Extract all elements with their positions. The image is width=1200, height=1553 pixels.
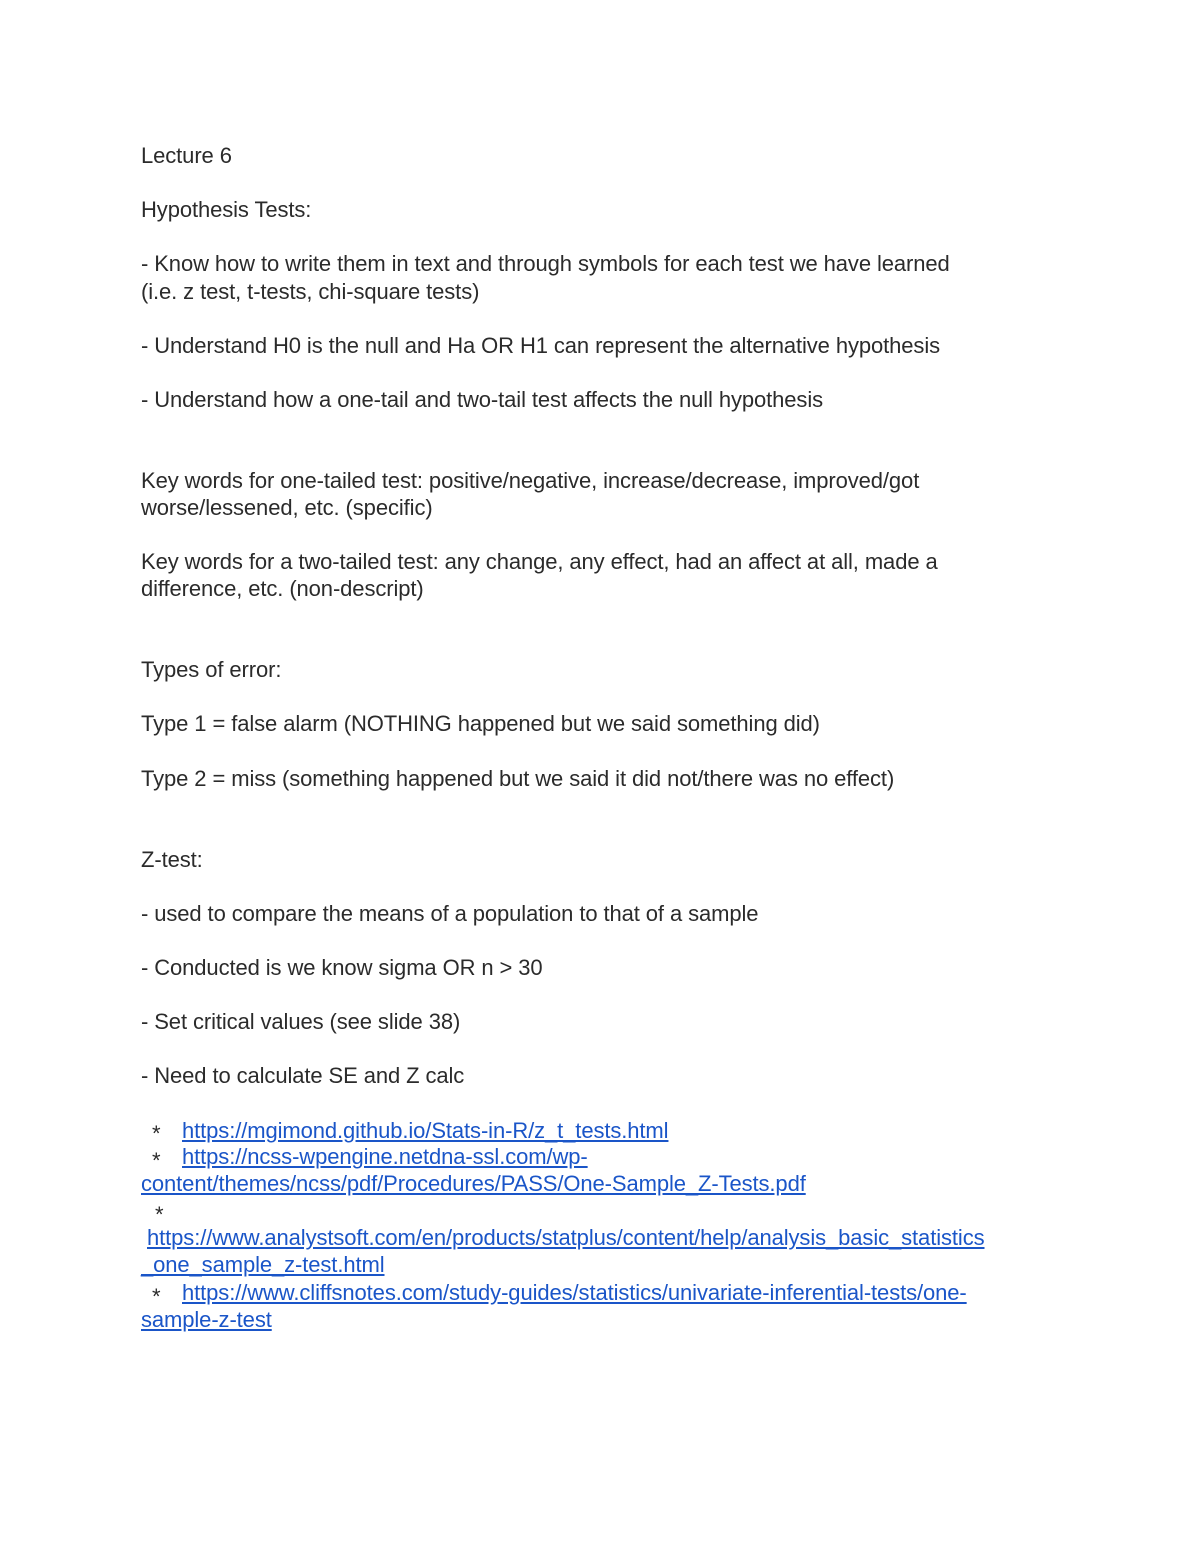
hypothesis-item-1-line-2: (i.e. z test, t-tests, chi-square tests): [141, 279, 480, 304]
list-bullet: *: [152, 1121, 161, 1146]
link-analystsoft-line-2[interactable]: _one_sample_z-test.html: [141, 1252, 385, 1277]
ztest-heading: Z-test:: [141, 847, 203, 872]
link-cliffsnotes-line-2[interactable]: sample-z-test: [141, 1307, 272, 1332]
link-cliffsnotes-line-1[interactable]: https://www.cliffsnotes.com/study-guides/statistics/univariate-inferential-tests/one-: [182, 1280, 967, 1305]
error-type-2: Type 2 = miss (something happened but we said it did not/there was no effect): [141, 766, 895, 791]
hypothesis-item-2: - Understand H0 is the null and Ha OR H1 can represent the alternative hypothesis: [141, 333, 941, 358]
two-tailed-keywords-line-1: Key words for a two-tailed test: any change, any effect, had an affect at all, made a: [141, 549, 938, 574]
ztest-item-4: - Need to calculate SE and Z calc: [141, 1063, 465, 1088]
link-ncss-line-1[interactable]: https://ncss-wpengine.netdna-ssl.com/wp-: [182, 1144, 588, 1169]
ztest-item-3: - Set critical values (see slide 38): [141, 1009, 461, 1034]
one-tailed-keywords-line-2: worse/lessened, etc. (specific): [141, 495, 433, 520]
ztest-item-1: - used to compare the means of a population to that of a sample: [141, 901, 759, 926]
hypothesis-item-3: - Understand how a one-tail and two-tail test affects the null hypothesis: [141, 387, 824, 412]
hypothesis-item-1-line-1: - Know how to write them in text and through symbols for each test we have learned: [141, 251, 950, 276]
one-tailed-keywords-line-1: Key words for one-tailed test: positive/negative, increase/decrease, improved/got: [141, 468, 920, 493]
link-ncss-line-2[interactable]: content/themes/ncss/pdf/Procedures/PASS/One-Sample_Z-Tests.pdf: [141, 1171, 806, 1196]
link-mgimond[interactable]: https://mgimond.github.io/Stats-in-R/z_t_tests.html: [182, 1118, 669, 1143]
list-bullet: *: [155, 1202, 164, 1227]
document-title: Lecture 6: [141, 143, 232, 168]
list-bullet: *: [152, 1148, 161, 1173]
link-analystsoft-line-1[interactable]: https://www.analystsoft.com/en/products/statplus/content/help/analysis_basic_statistics: [147, 1225, 985, 1250]
two-tailed-keywords-line-2: difference, etc. (non-descript): [141, 576, 424, 601]
hypothesis-heading: Hypothesis Tests:: [141, 197, 312, 222]
ztest-item-2: - Conducted is we know sigma OR n > 30: [141, 955, 543, 980]
list-bullet: *: [152, 1284, 161, 1309]
errors-heading: Types of error:: [141, 657, 282, 682]
error-type-1: Type 1 = false alarm (NOTHING happened but we said something did): [141, 711, 820, 736]
